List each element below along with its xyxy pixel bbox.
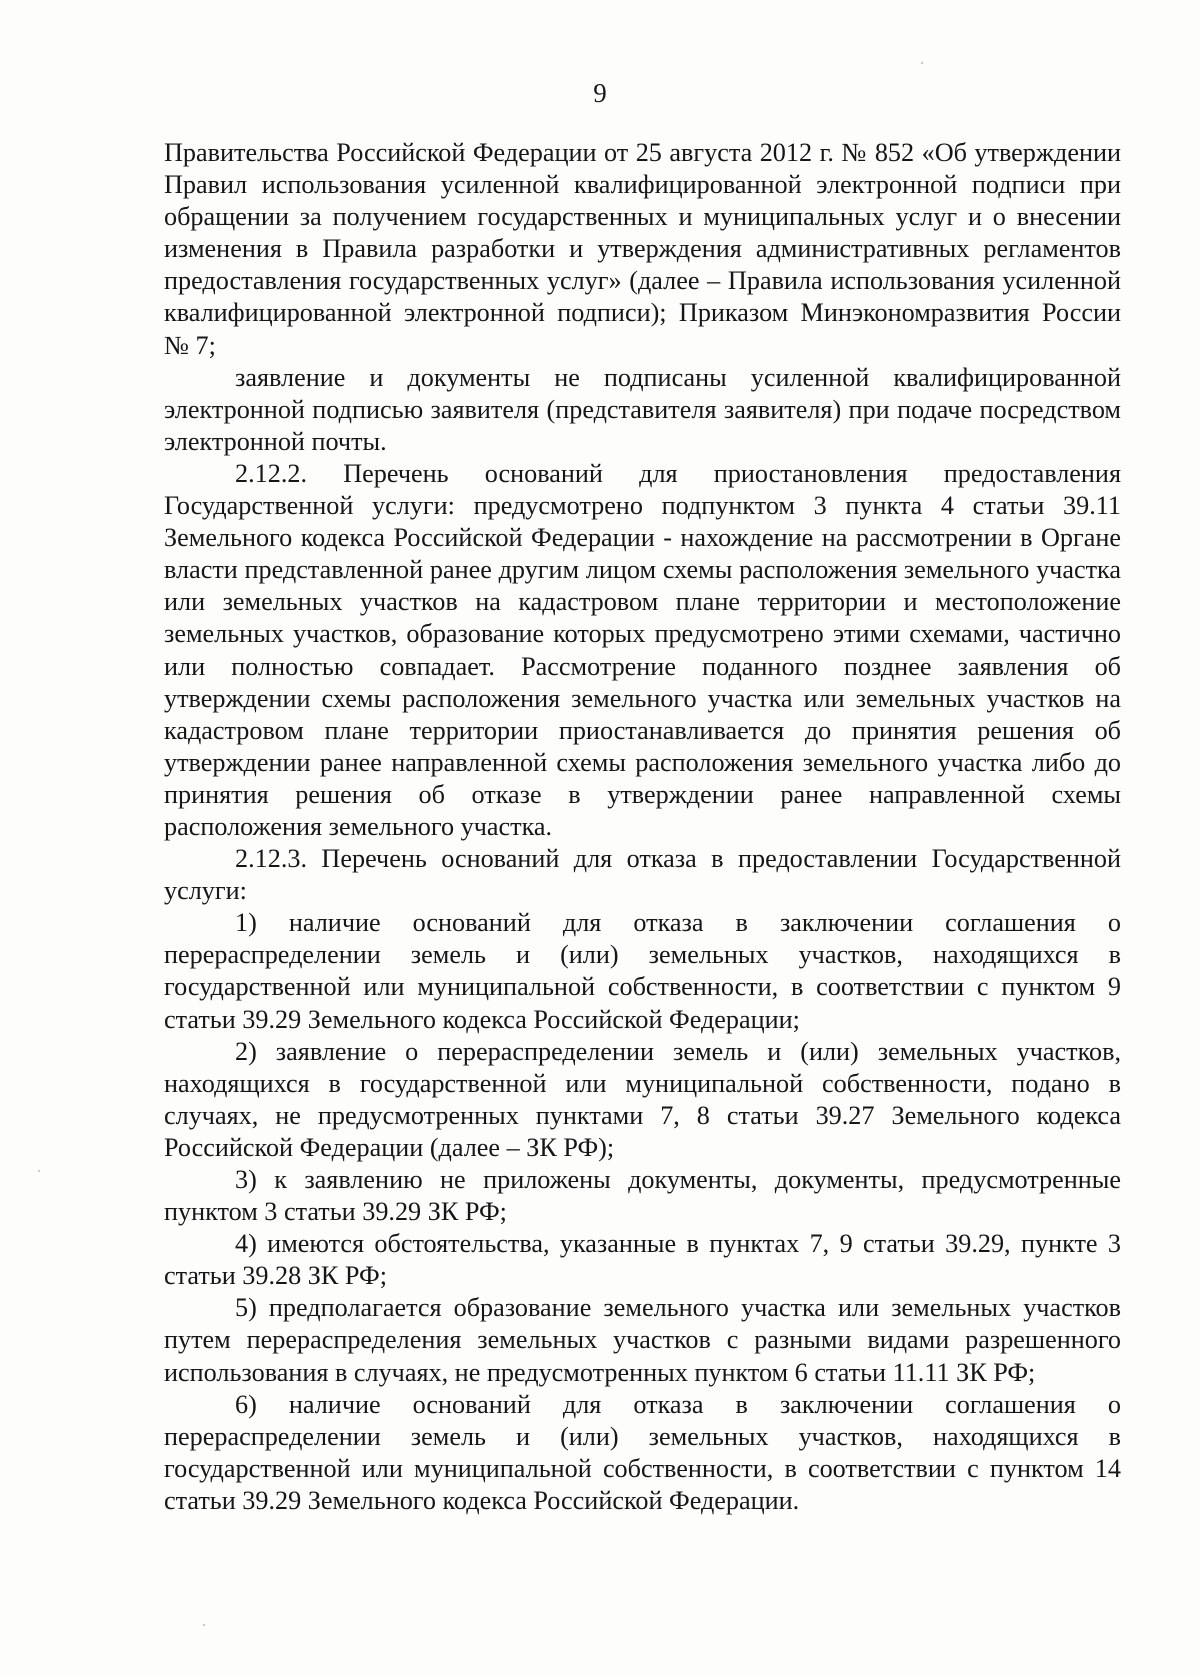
paragraph-clause-2-12-2: 2.12.2. Перечень оснований для приостановления предоставления Государственной услуги: предусмотрено подпунктом 3 пункта 4 статьи 39.11 Земельного кодекса Российской Федерации - нахождение на рассмотрении в Органе власти представленной ранее другим лицом схемы расположения земельного участка или земельных участков на кадастровом плане территории и местоположение земельных участков, образование которых предусмотрено этими схемами, частично или полностью совпадает. Рассмотрение поданного позднее заявления об утверждении схемы расположения земельного участка или земельных участков на кадастровом плане территории приостанавливается до принятия решения об утверждении ранее направленной схемы расположения земельного участка либо до принятия решения об отказе в утверждении ранее направленной схемы расположения земельного участка. bbox=[164, 458, 1121, 841]
list-item-6: 6) наличие оснований для отказа в заключении соглашения о перераспределении земель и (или) земельных участков, находящихся в государственной или муниципальной собственности, в соответствии с пунктом 14 статьи 39.29 Земельного кодекса Российской Федерации. bbox=[164, 1389, 1121, 1515]
page-number: 9 bbox=[593, 78, 607, 108]
list-item-4: 4) имеются обстоятельства, указанные в пунктах 7, 9 статьи 39.29, пункте 3 статьи 39.28 ЗК РФ; bbox=[164, 1229, 1121, 1291]
document-body bbox=[164, 137, 1121, 1517]
paragraph-not-signed: заявление и документы не подписаны усиленной квалифицированной электронной подписью заявителя (представителя заявителя) при подаче посредством электронной почты. bbox=[164, 362, 1121, 456]
scan-speck bbox=[38, 1170, 40, 1172]
list-item-5: 5) предполагается образование земельного участка или земельных участков путем перераспределения земельных участков с разными видами разрешенного использования в случаях, не предусмотренных пунктом 6 статьи 11.11 ЗК РФ; bbox=[164, 1293, 1121, 1387]
list-item-1: 1) наличие оснований для отказа в заключении соглашения о перераспределении земель и (или) земельных участков, находящихся в государственной или муниципальной собственности, в соответствии с пунктом 9 статьи 39.29 Земельного кодекса Российской Федерации; bbox=[164, 908, 1121, 1034]
paragraph-continuation: Правительства Российской Федерации от 25 августа 2012 г. № 852 «Об утверждении Правил использования усиленной квалифицированной электронной подписи при обращении за получением государственных и муниципальных услуг и о внесении изменения в Правила разработки и утверждения административных регламентов предоставления государственных услуг» (далее – Правила использования усиленной квалифицированной электронной подписи); Приказом Минэкономразвития России № 7; bbox=[164, 138, 1121, 360]
paragraph-clause-2-12-3: 2.12.3. Перечень оснований для отказа в предоставлении Государственной услуги: bbox=[164, 844, 1121, 906]
scan-speck bbox=[203, 1624, 205, 1626]
list-item-2: 2) заявление о перераспределении земель и (или) земельных участков, находящихся в государственной или муниципальной собственности, подано в случаях, не предусмотренных пунктами 7, 8 статьи 39.27 Земельного кодекса Российской Федерации (далее – ЗК РФ); bbox=[164, 1036, 1121, 1162]
scan-speck bbox=[921, 62, 923, 64]
list-item-3: 3) к заявлению не приложены документы, документы, предусмотренные пунктом 3 статьи 39.29 ЗК РФ; bbox=[164, 1165, 1121, 1227]
